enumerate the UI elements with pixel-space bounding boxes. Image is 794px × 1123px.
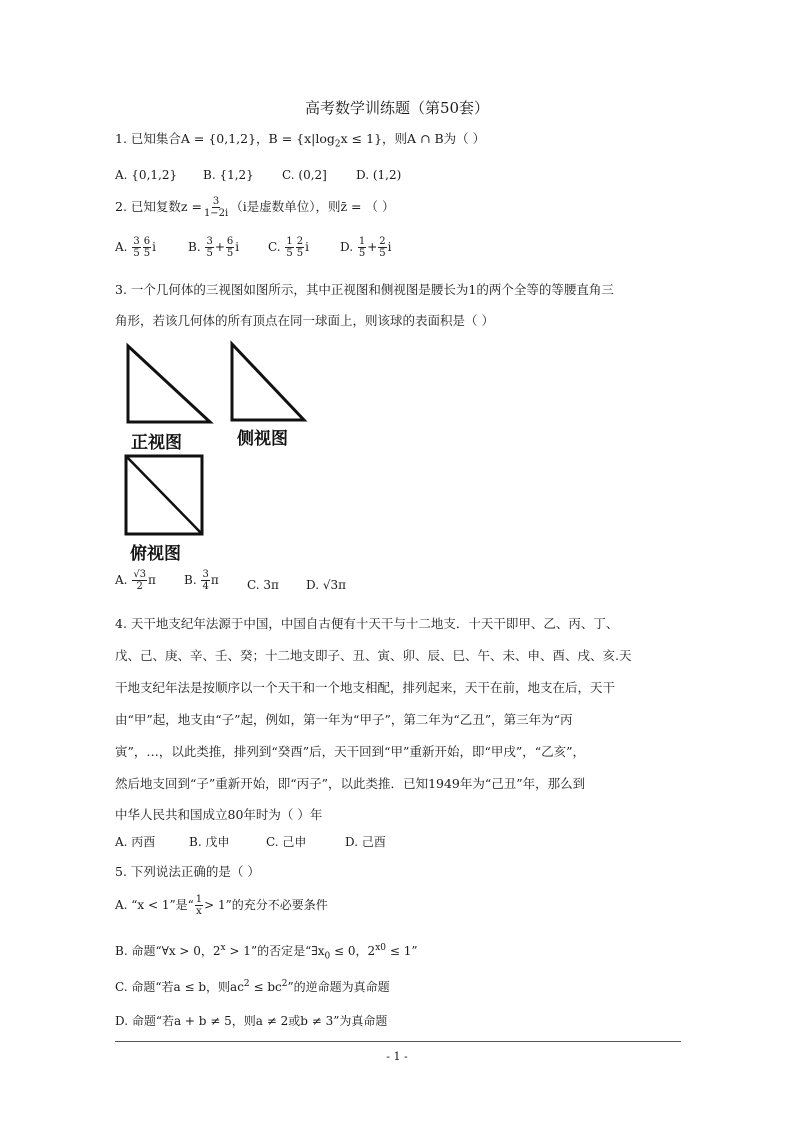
- q2-b-den-2: 5: [226, 248, 234, 259]
- q2-b-tail: i: [235, 240, 240, 254]
- question-1-stem: [115, 130, 485, 154]
- side-view-triangle: [232, 344, 304, 420]
- q1-option-c: C. (0,2]: [282, 168, 327, 182]
- q2-b-frac-1: [205, 236, 213, 259]
- q2-d-tail: i: [387, 240, 392, 254]
- q5-b-post: ≤ 1”: [386, 944, 418, 958]
- q2-a-frac-1: [132, 236, 140, 259]
- q3-a-tail: π: [148, 573, 156, 587]
- q3-b-tail: π: [210, 573, 219, 587]
- q2-c-label: C.: [268, 240, 281, 254]
- q2-a-frac-2: [143, 236, 151, 259]
- q2-d-frac-1: [358, 236, 366, 259]
- q2-d-frac-2: [378, 236, 386, 259]
- q2-b-frac-2: [226, 236, 234, 259]
- q5-b-sup: x: [220, 943, 226, 953]
- q5-option-d: D. 命题“若a + b ≠ 5，则a ≠ 2或b ≠ 3”为真命题: [115, 1014, 388, 1028]
- q2-c-tail: i: [305, 240, 309, 254]
- page-title: 高考数学训练题（第50套）: [304, 99, 490, 117]
- three-view-figure: [118, 338, 318, 570]
- q2-option-a: [115, 236, 156, 259]
- q3-option-c: C. 3π: [247, 578, 279, 592]
- q3-a-frac: [132, 569, 147, 592]
- side-view: [232, 344, 304, 420]
- q2-a-num-1: 3: [133, 236, 140, 247]
- question-4-line-7: 中华人民共和国成立80年时为（ ）年: [115, 807, 323, 822]
- q1-log-base: 2: [334, 139, 341, 150]
- q2-a-label: A.: [115, 240, 128, 254]
- q5-option-b: [115, 942, 417, 961]
- q4-option-c: C. 己申: [266, 835, 307, 849]
- q5-c-sup: 2: [243, 979, 250, 989]
- q2-c-num-1: 1: [286, 236, 293, 247]
- question-2-stem: [115, 196, 394, 219]
- q5-b-mid-2: ≤ 0，2: [330, 944, 376, 958]
- side-view-label: 侧视图: [237, 429, 288, 449]
- q4-option-a: A. 丙酉: [115, 835, 156, 849]
- question-5-stem: 5. 下列说法正确的是（ ）: [115, 864, 260, 879]
- q2-option-c: [268, 236, 309, 259]
- q5-c-post: ”的逆命题为真命题: [287, 980, 390, 994]
- q5-a-pre: A. “x < 1”是“: [115, 898, 194, 912]
- q2-b-den-1: 5: [206, 248, 213, 259]
- q2-prefix: 2. 已知复数z =: [115, 199, 202, 214]
- q5-c-pre: C. 命题“若a ≤ b，则ac: [115, 980, 244, 994]
- q2-d-label: D.: [340, 240, 354, 254]
- q3-option-d: D. √3π: [306, 578, 346, 592]
- q2-b-num-2: 6: [226, 236, 234, 247]
- q2-d-num-1: 1: [358, 236, 366, 247]
- q4-option-d: D. 己酉: [345, 835, 386, 849]
- q3-a-label: A.: [115, 573, 128, 587]
- top-view-diagonal: [126, 456, 202, 534]
- q2-fraction: [203, 196, 229, 219]
- front-view-label: 正视图: [131, 433, 182, 453]
- top-view-label: 俯视图: [130, 544, 181, 564]
- q5-b-sub: 0: [324, 951, 331, 962]
- question-3-line-2: 角形，若该几何体的所有顶点在同一球面上，则该球的表面积是（ ）: [115, 313, 494, 328]
- q3-a-den: 2: [136, 581, 143, 592]
- front-view-triangle: [128, 346, 210, 422]
- q2-numerator: 3: [212, 196, 220, 207]
- question-4-line-1: 4. 天干地支纪年法源于中国，中国自古便有十天干与十二地支．十天干即甲、乙、丙、丁、: [115, 616, 619, 631]
- q5-c-mid: ≤ bc: [249, 980, 282, 994]
- q2-b-label: B.: [188, 240, 201, 254]
- q2-c-num-2: 2: [296, 236, 304, 247]
- question-4-line-3: 干地支纪年法是按顺序以一个天干和一个地支相配，排列起来，天干在前，地支在后，天干: [115, 680, 616, 695]
- q2-c-den-1: 5: [286, 248, 293, 259]
- q5-c-sup-2: 2: [281, 979, 288, 989]
- q2-option-d: [340, 236, 392, 259]
- q2-b-num-1: 3: [206, 236, 213, 247]
- question-4-line-4: 由“甲”起，地支由“子”起，例如，第一年为“甲子”，第二年为“乙丑”，第三年为“丙: [115, 712, 573, 727]
- q2-a-den-1: 5: [133, 248, 140, 259]
- q5-a-post: > 1”的充分不必要条件: [204, 898, 328, 912]
- q2-a-tail: i: [152, 240, 156, 254]
- q2-d-num-2: 2: [379, 236, 386, 247]
- question-4-line-2: 戊、己、庚、辛、壬、癸；十二地支即子、丑、寅、卯、辰、巳、午、未、申、酉、戌、亥.天: [115, 648, 632, 663]
- page-number: - 1 -: [386, 1050, 408, 1063]
- q5-b-sup-2: x0: [375, 943, 387, 953]
- q2-a-num-2: 6: [143, 236, 151, 247]
- q5-b-mid: > 1”的否定是“∃x: [225, 944, 325, 958]
- q5-option-c: [115, 978, 390, 995]
- q2-denominator: 1−2i: [203, 208, 229, 219]
- question-4-line-5: 寅”，…，以此类推，排列到“癸酉”后，天干回到“甲”重新开始，即“甲戌”，“乙亥”，: [115, 744, 586, 759]
- q5-a-den: x: [196, 906, 202, 917]
- footer-divider: [115, 1041, 681, 1042]
- q2-d-den-1: 5: [358, 248, 366, 259]
- q1-option-b: B. {1,2}: [203, 168, 254, 182]
- q3-b-den: 4: [202, 581, 209, 592]
- q2-c-frac-2: [296, 236, 304, 259]
- q2-d-den-2: 5: [379, 248, 386, 259]
- top-view: [126, 456, 202, 534]
- q2-d-op: +: [367, 240, 378, 254]
- q2-option-b: [188, 236, 239, 259]
- q5-a-frac: [195, 894, 203, 917]
- q1-text: 1. 已知集合A = {0,1,2}，B = {x|log: [115, 131, 335, 146]
- q1-option-a: A. {0,1,2}: [115, 168, 178, 182]
- q1-option-d: D. (1,2): [356, 168, 402, 182]
- q2-suffix: （i是虚数单位），则z̄ = （ ）: [230, 199, 395, 214]
- q3-option-b: [184, 569, 219, 592]
- q3-b-label: B.: [184, 573, 197, 587]
- q2-c-den-2: 5: [296, 248, 304, 259]
- q2-b-op: +: [214, 240, 225, 254]
- q3-b-num: 3: [202, 569, 209, 580]
- q5-b-pre: B. 命题“∀x > 0，2: [115, 944, 221, 958]
- q5-a-num: 1: [195, 894, 203, 905]
- q3-b-frac: [201, 569, 209, 592]
- front-view: [128, 346, 210, 422]
- q2-a-den-2: 5: [143, 248, 151, 259]
- q2-c-frac-1: [285, 236, 293, 259]
- q3-a-num: √3: [133, 569, 147, 580]
- q4-option-b: B. 戊申: [189, 835, 230, 849]
- question-4-line-6: 然后地支回到“子”重新开始，即“丙子”，以此类推．已知1949年为“己丑”年，那么到: [115, 776, 586, 791]
- q5-option-a: [115, 894, 328, 917]
- q3-option-a: [115, 569, 156, 592]
- q1-text-2: x ≤ 1}，则A ∩ B为（ ）: [340, 131, 486, 146]
- question-3-line-1: 3. 一个几何体的三视图如图所示，其中正视图和侧视图是腰长为1的两个全等的等腰直角三: [115, 282, 614, 297]
